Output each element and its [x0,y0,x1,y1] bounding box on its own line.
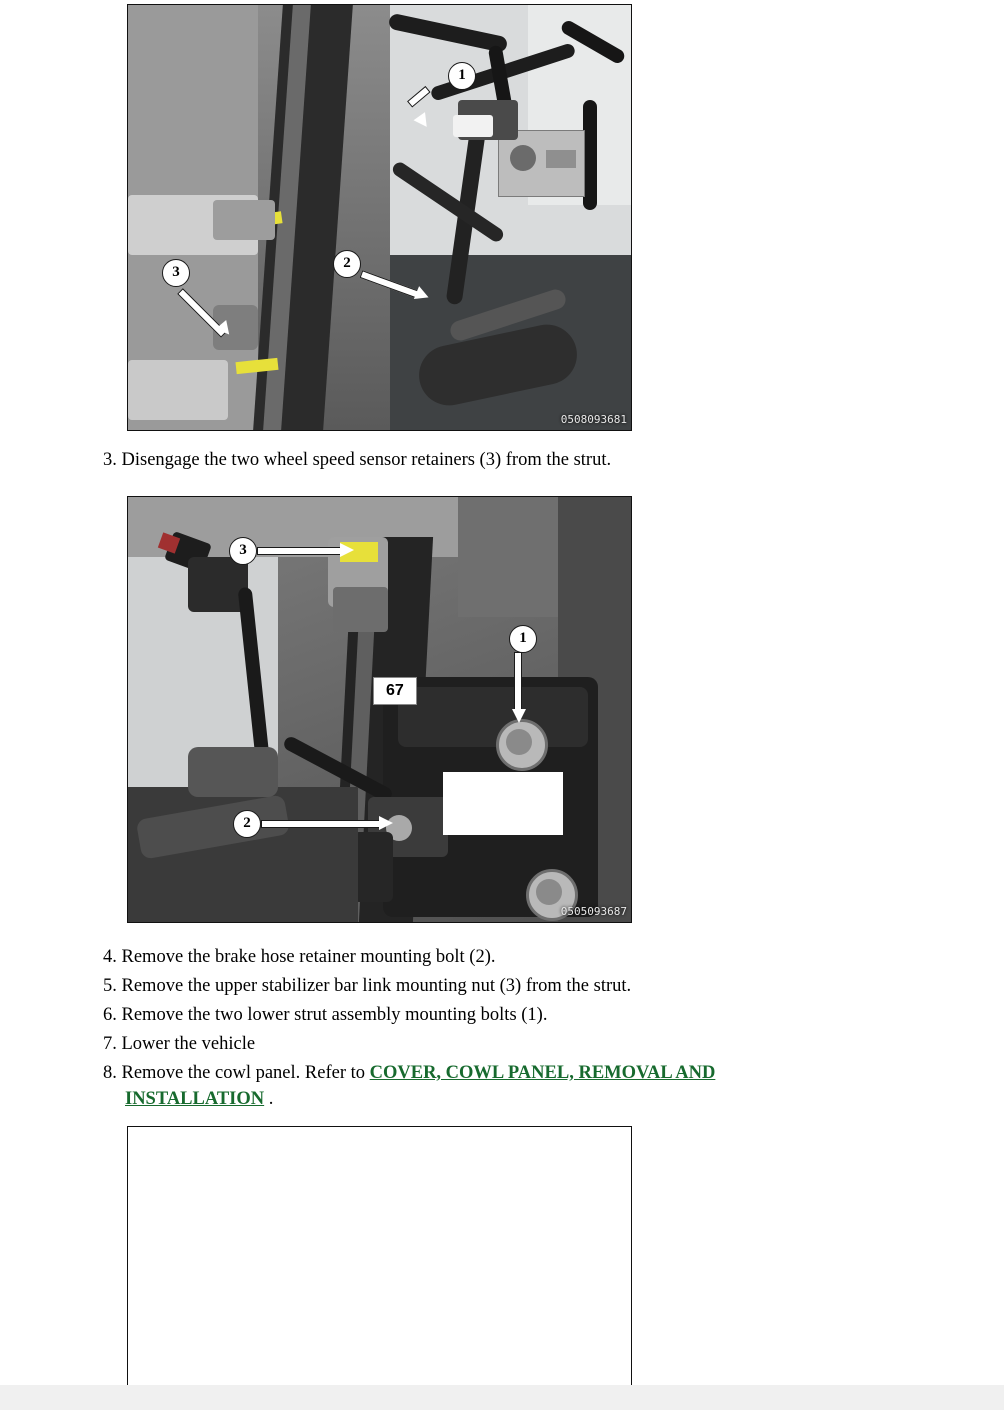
step-7-number: 7. [103,1034,117,1054]
figure-1-callout-1: 1 [448,62,476,90]
figure-2-leader-3 [257,547,344,555]
step-5 [103,976,631,997]
figure-2-callout-2: 2 [233,810,261,838]
step-8-text-before: Remove the cowl panel. Refer to [121,1063,370,1083]
step-6-text: Remove the two lower strut assembly mounting bolts (1). [121,1005,548,1025]
figure-1 [127,4,632,431]
figure-3 [127,1126,632,1387]
step-4 [103,947,496,968]
step-7 [103,1034,255,1055]
step-4-text: Remove the brake hose retainer mounting bolt (2). [121,947,496,967]
link-cover-cowl-panel-removal-and-installation[interactable]: COVER, COWL PANEL, REMOVAL AND [369,1063,716,1083]
step-8-number: 8. [103,1063,117,1083]
step-3-text: Disengage the two wheel speed sensor retainers (3) from the strut. [121,450,612,470]
step-5-number: 5. [103,976,117,996]
figure-1-callout-3: 3 [162,259,190,287]
step-4-number: 4. [103,947,117,967]
step-8 [103,1063,715,1084]
step-5-text: Remove the upper stabilizer bar link mounting nut (3) from the strut. [121,976,632,996]
step-3 [103,450,611,471]
step-8-continued [125,1089,273,1110]
page-bottom-band [0,1385,1004,1410]
figure-2-image-id: 0505093687 [560,905,627,918]
figure-2-tag-67: 67 [373,677,417,705]
figure-1-callout-2: 2 [333,250,361,278]
step-8-text-after: . [264,1089,274,1109]
figure-2 [127,496,632,923]
figure-2-callout-1: 1 [509,625,537,653]
figure-2-callout-3: 3 [229,537,257,565]
figure-2-white-box [443,772,563,835]
figure-2-leader-2 [261,820,383,828]
step-7-text: Lower the vehicle [121,1034,256,1054]
link-cover-cowl-panel-installation-continued[interactable]: INSTALLATION [125,1089,265,1109]
step-6-number: 6. [103,1005,117,1025]
step-3-number: 3. [103,450,117,470]
step-6 [103,1005,547,1026]
figure-2-leader-1 [514,652,522,714]
figure-1-image-id: 0508093681 [560,413,627,426]
